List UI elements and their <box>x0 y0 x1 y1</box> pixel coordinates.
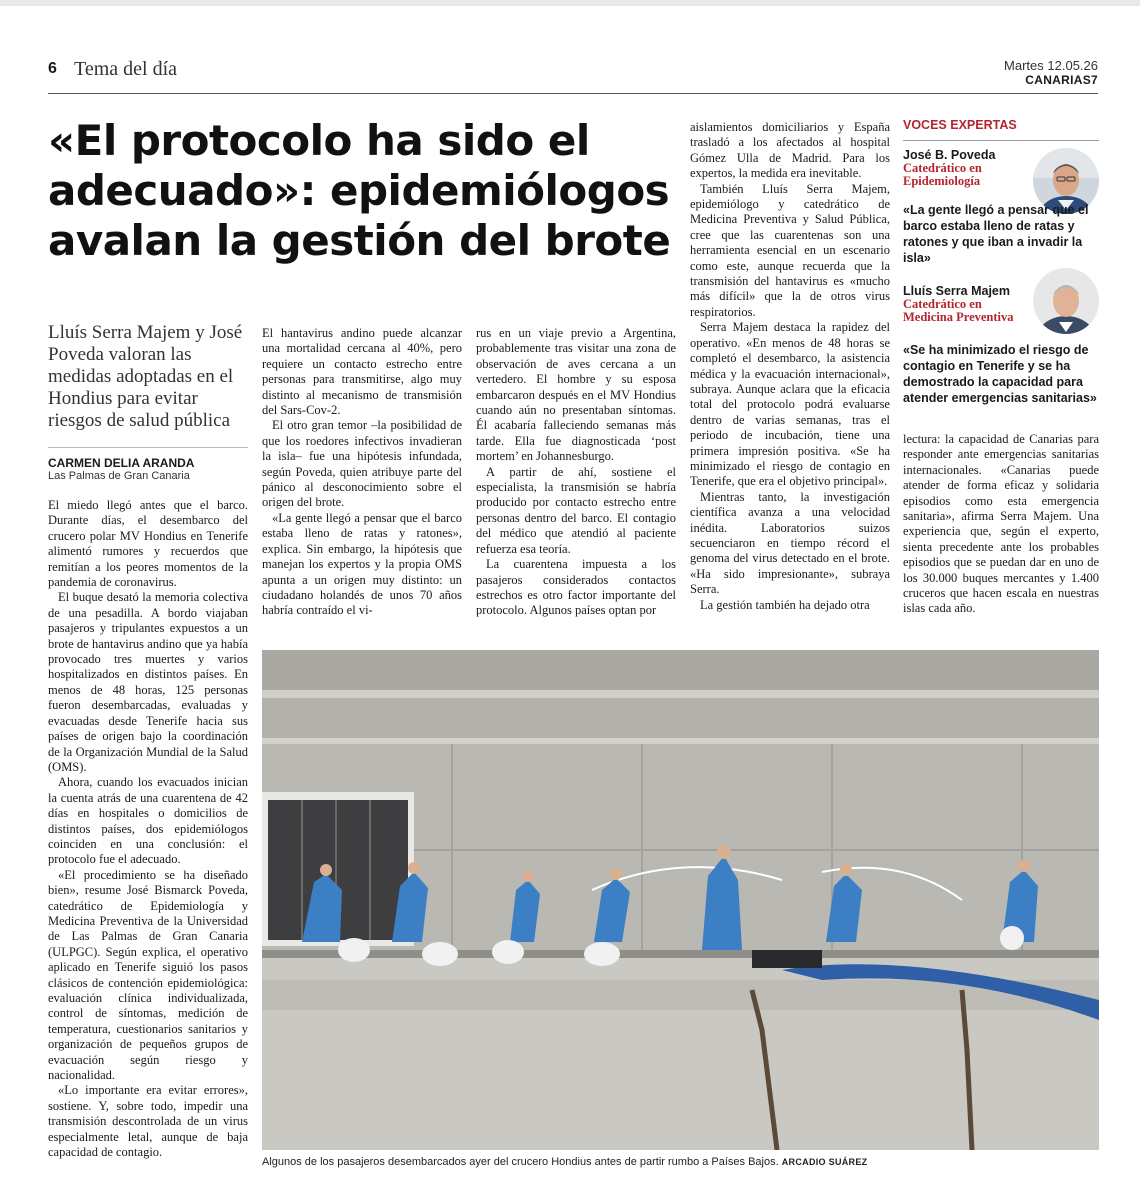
subhead-rule <box>48 447 248 448</box>
paragraph: También Lluís Serra Majem, epidemiólogo y catedrático de Medicina Preventiva y Salud Pública, cree que las cuarentenas son una herramienta esencial en un escenario como este, aunque recuerda que la transmisión del hantavirus es «mucho más difícil» que la de otros virus respiratorios. <box>690 181 890 319</box>
paragraph: La cuarentena impuesta a los pasajeros considerados contactos estrechos es otro factor importante del protocolo. Algunos países optan por <box>476 557 676 618</box>
headline-line-3: avalan la gestión del brote <box>48 216 671 265</box>
expert-name: Lluís Serra Majem <box>903 284 1010 298</box>
author-byline: CARMEN DELIA ARANDA <box>48 456 195 470</box>
paragraph: A partir de ahí, sostiene el especialista, la transmisión se habría producido por contacto estrecho entre personas dentro del barco. El contagio del médico que atendió al paciente refuerza esa teoría. <box>476 464 676 556</box>
body-column-4 <box>690 120 890 626</box>
photo-credit: ARCADIO SUÁREZ <box>781 1157 868 1167</box>
paragraph: aislamientos domiciliarios y España trasladó a los afectados al hospital Gómez Ulla de Madrid. Para los expertos, la medida era inevitable. <box>690 120 890 181</box>
paragraph: «Lo importante era evitar errores», sostiene. Y, sobre todo, impedir una transmisión descontrolada de un virus especialmente letal, aunque de baja capacidad de contagio. <box>48 1083 248 1160</box>
expert-role: Catedrático en Medicina Preventiva <box>903 297 1014 324</box>
caption-text: Algunos de los pasajeros desembarcados ayer del crucero Hondius antes de partir rumbo a Países Bajos. <box>262 1156 779 1168</box>
avatar <box>1033 268 1099 334</box>
photo-caption <box>262 1156 1099 1168</box>
paragraph: Mientras tanto, la investigación científica avanza a una velocidad inédita. Laboratorios suizos secuenciaron en tiempo récord el genoma del virus detectado en el brote. «Ha sido impresionante», subraya Serra. <box>690 489 890 597</box>
body-column-5 <box>903 432 1099 626</box>
paragraph: lectura: la capacidad de Canarias para responder ante emergencias sanitarias internacionales. «Canarias puede atender de forma eficaz y solidaria episodios como esta emergencia sanitaria», afirma Serra Majem. Una experiencia que, según el experto, sienta precedente ante los probables episodios que se puedan dar en uno de los 30.000 buques mercantes y 1.400 cruceros que hacen escala en nuestras islas cada año. <box>903 432 1099 616</box>
photo-quay-passengers <box>262 650 1099 1150</box>
paragraph: rus en un viaje previo a Argentina, probablemente tras visitar una zona de observación de aves cercana a un vertedero. El hombre y su esposa embarcaron después en el MV Hondius cuando aún no presentaban síntomas. Él acabaría falleciendo semanas más tarde. Ella fue diagnosticada ‘post mortem’ en Johannesburgo. <box>476 326 676 464</box>
issue-date: Martes 12.05.26 <box>1004 58 1098 73</box>
expert-quote: «Se ha minimizado el riesgo de contagio en Tenerife y se ha demostrado la capacidad para atender emergencias sanitarias» <box>903 343 1097 405</box>
news-photo <box>262 650 1099 1150</box>
newspaper-brand: CANARIAS7 <box>1025 73 1098 87</box>
headline-line-1: «El protocolo ha sido el <box>48 116 590 165</box>
sidebar-rule <box>903 140 1099 141</box>
paragraph: La gestión también ha dejado otra <box>700 597 870 612</box>
expert-role: Catedrático en Epidemiología <box>903 161 982 188</box>
paragraph: «El procedimiento se ha diseñado bien», resume José Bismarck Poveda, catedrático de Epidemiología y Medicina Preventiva de la Universidad de Las Palmas de Gran Canaria (ULPGC). Según explica, el operativo aplicado en Tenerife siguió los pasos clásicos de contención epidemiológica: evaluación clínica individualizada, control de síntomas, medición de temperatura, cuestionarios sanitarios y organización de pequeños grupos de evacuación según riesgo y nacionalidad. <box>48 867 248 1083</box>
expert-quote: «La gente llegó a pensar que el barco estaba lleno de ratas y ratones y que iban a invadir la isla» <box>903 203 1089 265</box>
expert-card-poveda <box>903 148 1031 188</box>
body-column-1 <box>48 498 248 1174</box>
top-bar <box>0 0 1140 6</box>
paragraph: El miedo llegó antes que el barco. Durante días, el desembarco del crucero polar MV Hondius en Tenerife alimentó rumores y recuerdos que remitían a los peores momentos de la pandemia de coronavirus. <box>48 498 248 590</box>
portrait-serra <box>1033 268 1099 334</box>
dateline-location: Las Palmas de Gran Canaria <box>48 470 190 482</box>
body-column-3 <box>476 326 676 626</box>
paragraph: El buque desató la memoria colectiva de una pesadilla. A bordo viajaban pasajeros y tripulantes expuestos a un brote de hantavirus andino que ya había provocado tres muertes y varios hospitalizados en distintos países. En menos de 48 horas, 125 personas fueron desembarcadas, evaluadas y evacuadas desde Tenerife hacia sus países de origen bajo la coordinación de la Organización Mundial de la Salud (OMS). <box>48 590 248 774</box>
headline <box>48 116 678 266</box>
body-column-2 <box>262 326 462 626</box>
headline-line-2: adecuado»: epidemiólogos <box>48 166 670 215</box>
paragraph: «La gente llegó a pensar que el barco estaba lleno de ratas y ratones», explica. Sin embargo, la hipótesis que manejan los expertos y la propia OMS apunta a un origen muy distinto: un ciudadano holandés de unos 70 años habría contraído el vi- <box>262 510 462 618</box>
page-number: 6 <box>48 60 57 77</box>
paragraph: Serra Majem destaca la rapidez del operativo. «En menos de 48 horas se completó el desembarco, la asistencia médica y la evacuación internacional», subraya. Aunque aclara que la eficacia total del protocolo podrá evaluarse dentro de varias semanas, tras el periodo de incubación, tiene una primera impresión positiva. «Se ha minimizado el riesgo de contagio en Tenerife, que era el objetivo principal». <box>690 320 890 489</box>
section-title: Tema del día <box>74 58 177 80</box>
paragraph: El hantavirus andino puede alcanzar una mortalidad cercana al 40%, pero requiere un contacto estrecho entre personas para transmitirse, algo muy distinto al mecanismo de transmisión del Sars-Cov-2. <box>262 326 462 418</box>
expert-name: José B. Poveda <box>903 148 996 162</box>
subheadline: Lluís Serra Majem y José Poveda valoran las medidas adoptadas en el Hondius para evitar riesgos de salud pública <box>48 322 243 431</box>
paragraph: Ahora, cuando los evacuados inician la cuenta atrás de una cuarentena de 42 días en hospitales o domicilios de distintos países, dos epidemiólogos coinciden en una conclusión: el protocolo fue el adecuado. <box>48 775 248 867</box>
expert-card-serra <box>903 284 1031 324</box>
header-rule <box>48 93 1098 94</box>
expert-voices-box <box>903 118 1099 428</box>
sidebar-title: VOCES EXPERTAS <box>903 118 1017 132</box>
paragraph: El otro gran temor –la posibilidad de que los roedores infectivos invadieran la isla– fue una hipótesis infundada, según Poveda, quien atribuye parte del pánico al desconocimiento sobre el origen del brote. <box>262 418 462 510</box>
